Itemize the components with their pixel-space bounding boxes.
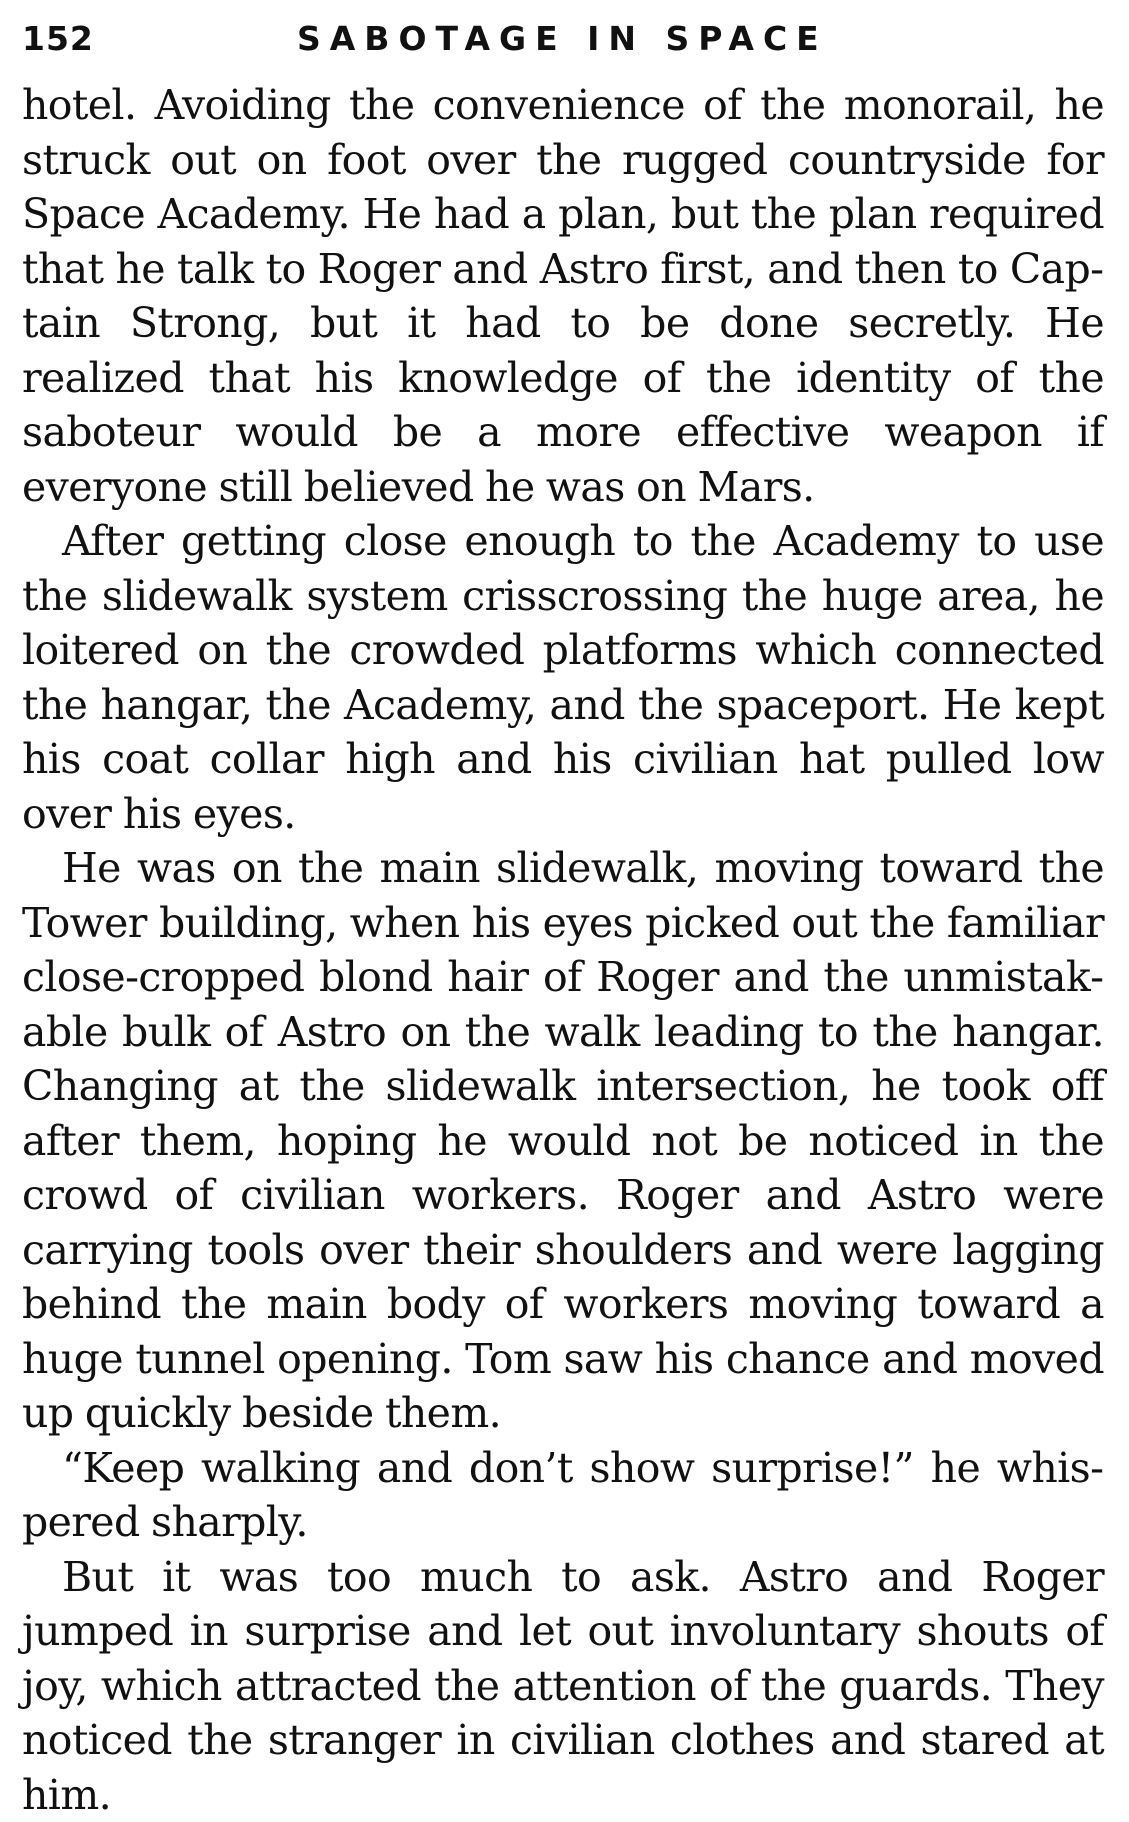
running-head [22, 14, 1102, 64]
paragraph-4: “Keep walking and don’t show surprise!” he whispered sharply. [22, 1441, 1104, 1550]
paragraph-2: After getting close enough to the Academy to use the slidewalk system crisscrossing the huge area, he loitered on the crowded platforms which connected the hangar, the Academy, and the spaceport. He kept his coat collar high and his civilian hat pulled low over his eyes. [22, 514, 1104, 841]
paragraph-5: But it was too much to ask. Astro and Roger jumped in surprise and let out involuntary shouts of joy, which attracted the attention of the guards. They noticed the stranger in civilian clothes and stared at him. [22, 1550, 1104, 1822]
body-text [22, 78, 1104, 1822]
paragraph-3: He was on the main slidewalk, moving toward the Tower building, when his eyes picked out the familiar close-cropped blond hair of Roger and the unmistakable bulk of Astro on the walk leading to the hangar. Changing at the slidewalk intersection, he took off after them, hoping he would not be noticed in the crowd of civilian workers. Roger and Astro were carrying tools over their shoulders and were lagging behind the main body of workers moving toward a huge tunnel opening. Tom saw his chance and moved up quickly beside them. [22, 841, 1104, 1441]
page-number: 152 [22, 14, 94, 64]
book-title: SABOTAGE IN SPACE [297, 14, 828, 64]
paragraph-1: hotel. Avoiding the convenience of the monorail, he struck out on foot over the rugged countryside for Space Academy. He had a plan, but the plan required that he talk to Roger and Astro first, and then to Captain Strong, but it had to be done secretly. He realized that his knowledge of the identity of the saboteur would be a more effective weapon if everyone still believed he was on Mars. [22, 78, 1104, 514]
